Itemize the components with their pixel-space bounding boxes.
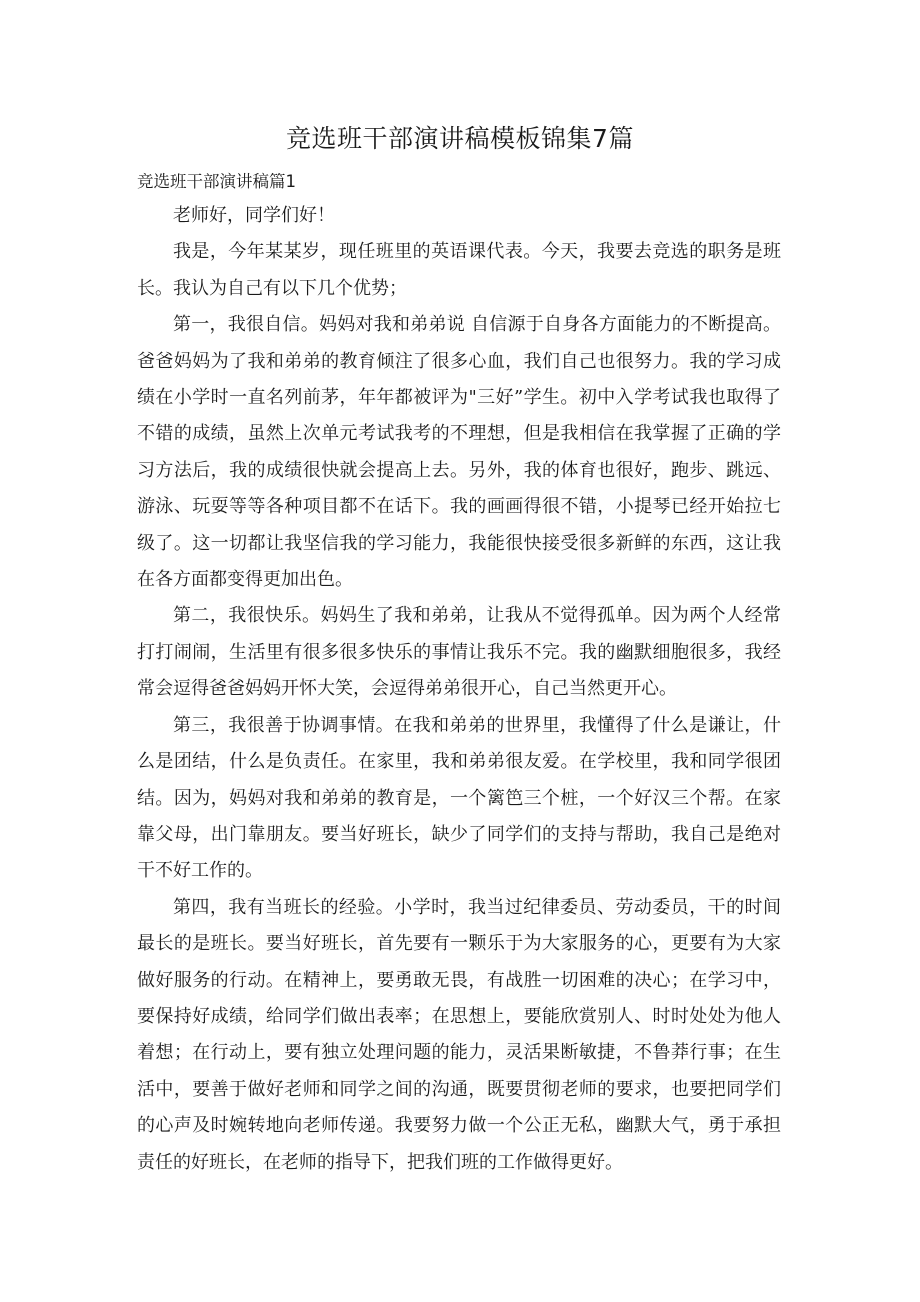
speech-body xyxy=(137,198,781,1181)
point-two-paragraph: 第二，我很快乐。妈妈生了我和弟弟，让我从不觉得孤单。因为两个人经常打打闹闹，生活里有很多很多快乐的事情让我乐不完。我的幽默细胞很多，我经常会逗得爸爸妈妈开怀大笑，会逗得弟弟很开心，自己当然更开心。 xyxy=(137,605,781,700)
point-one-paragraph: 第一，我很自信。妈妈对我和弟弟说 自信源于自身各方面能力的不断提高。爸爸妈妈为了我和弟弟的教育倾注了很多心血，我们自己也很努力。我的学习成绩在小学时一直名列前茅，年年都被评为"三好”学生。初中入学考试我也取得了不错的成绩，虽然上次单元考试我考的不理想，但是我相信在我掌握了正确的学习方法后，我的成绩很快就会提高上去。另外，我的体育也很好，跑步、跳远、游泳、玩耍等等各种项目都不在话下。我的画画得很不错，小提琴已经开始拉七级了。这一切都让我坚信我的学习能力，我能很快接受很多新鲜的东西，这让我在各方面都变得更加出色。 xyxy=(137,314,781,591)
point-four-paragraph: 第四，我有当班长的经验。小学时，我当过纪律委员、劳动委员，干的时间最长的是班长。要当好班长，首先要有一颗乐于为大家服务的心，更要有为大家做好服务的行动。在精神上，要勇敢无畏，有战胜一切困难的决心；在学习中，要保持好成绩，给同学们做出表率；在思想上，要能欣赏别人、时时处处为他人着想；在行动上，要有独立处理问题的能力，灵活果断敏捷，不鲁莽行事；在生活中，要善于做好老师和同学之间的沟通，既要贯彻老师的要求，也要把同学们的心声及时婉转地向老师传递。我要努力做一个公正无私，幽默大气，勇于承担责任的好班长，在老师的指导下，把我们班的工作做得更好。 xyxy=(137,896,781,1173)
document-title: 竞选班干部演讲稿模板锦集7篇 xyxy=(286,124,634,153)
greeting-paragraph: 老师好，同学们好！ xyxy=(173,205,335,226)
section-heading: 竞选班干部演讲稿篇1 xyxy=(137,172,296,191)
point-three-paragraph: 第三，我很善于协调事情。在我和弟弟的世界里，我懂得了什么是谦让，什么是团结，什么是负责任。在家里，我和弟弟很友爱。在学校里，我和同学很团结。因为，妈妈对我和弟弟的教育是，一个篱笆三个桩，一个好汉三个帮。在家靠父母，出门靠朋友。要当好班长，缺少了同学们的支持与帮助，我自己是绝对干不好工作的。 xyxy=(137,714,781,882)
intro-paragraph: 我是，今年某某岁，现任班里的英语课代表。今天，我要去竞选的职务是班长。我认为自己有以下几个优势； xyxy=(137,241,781,299)
